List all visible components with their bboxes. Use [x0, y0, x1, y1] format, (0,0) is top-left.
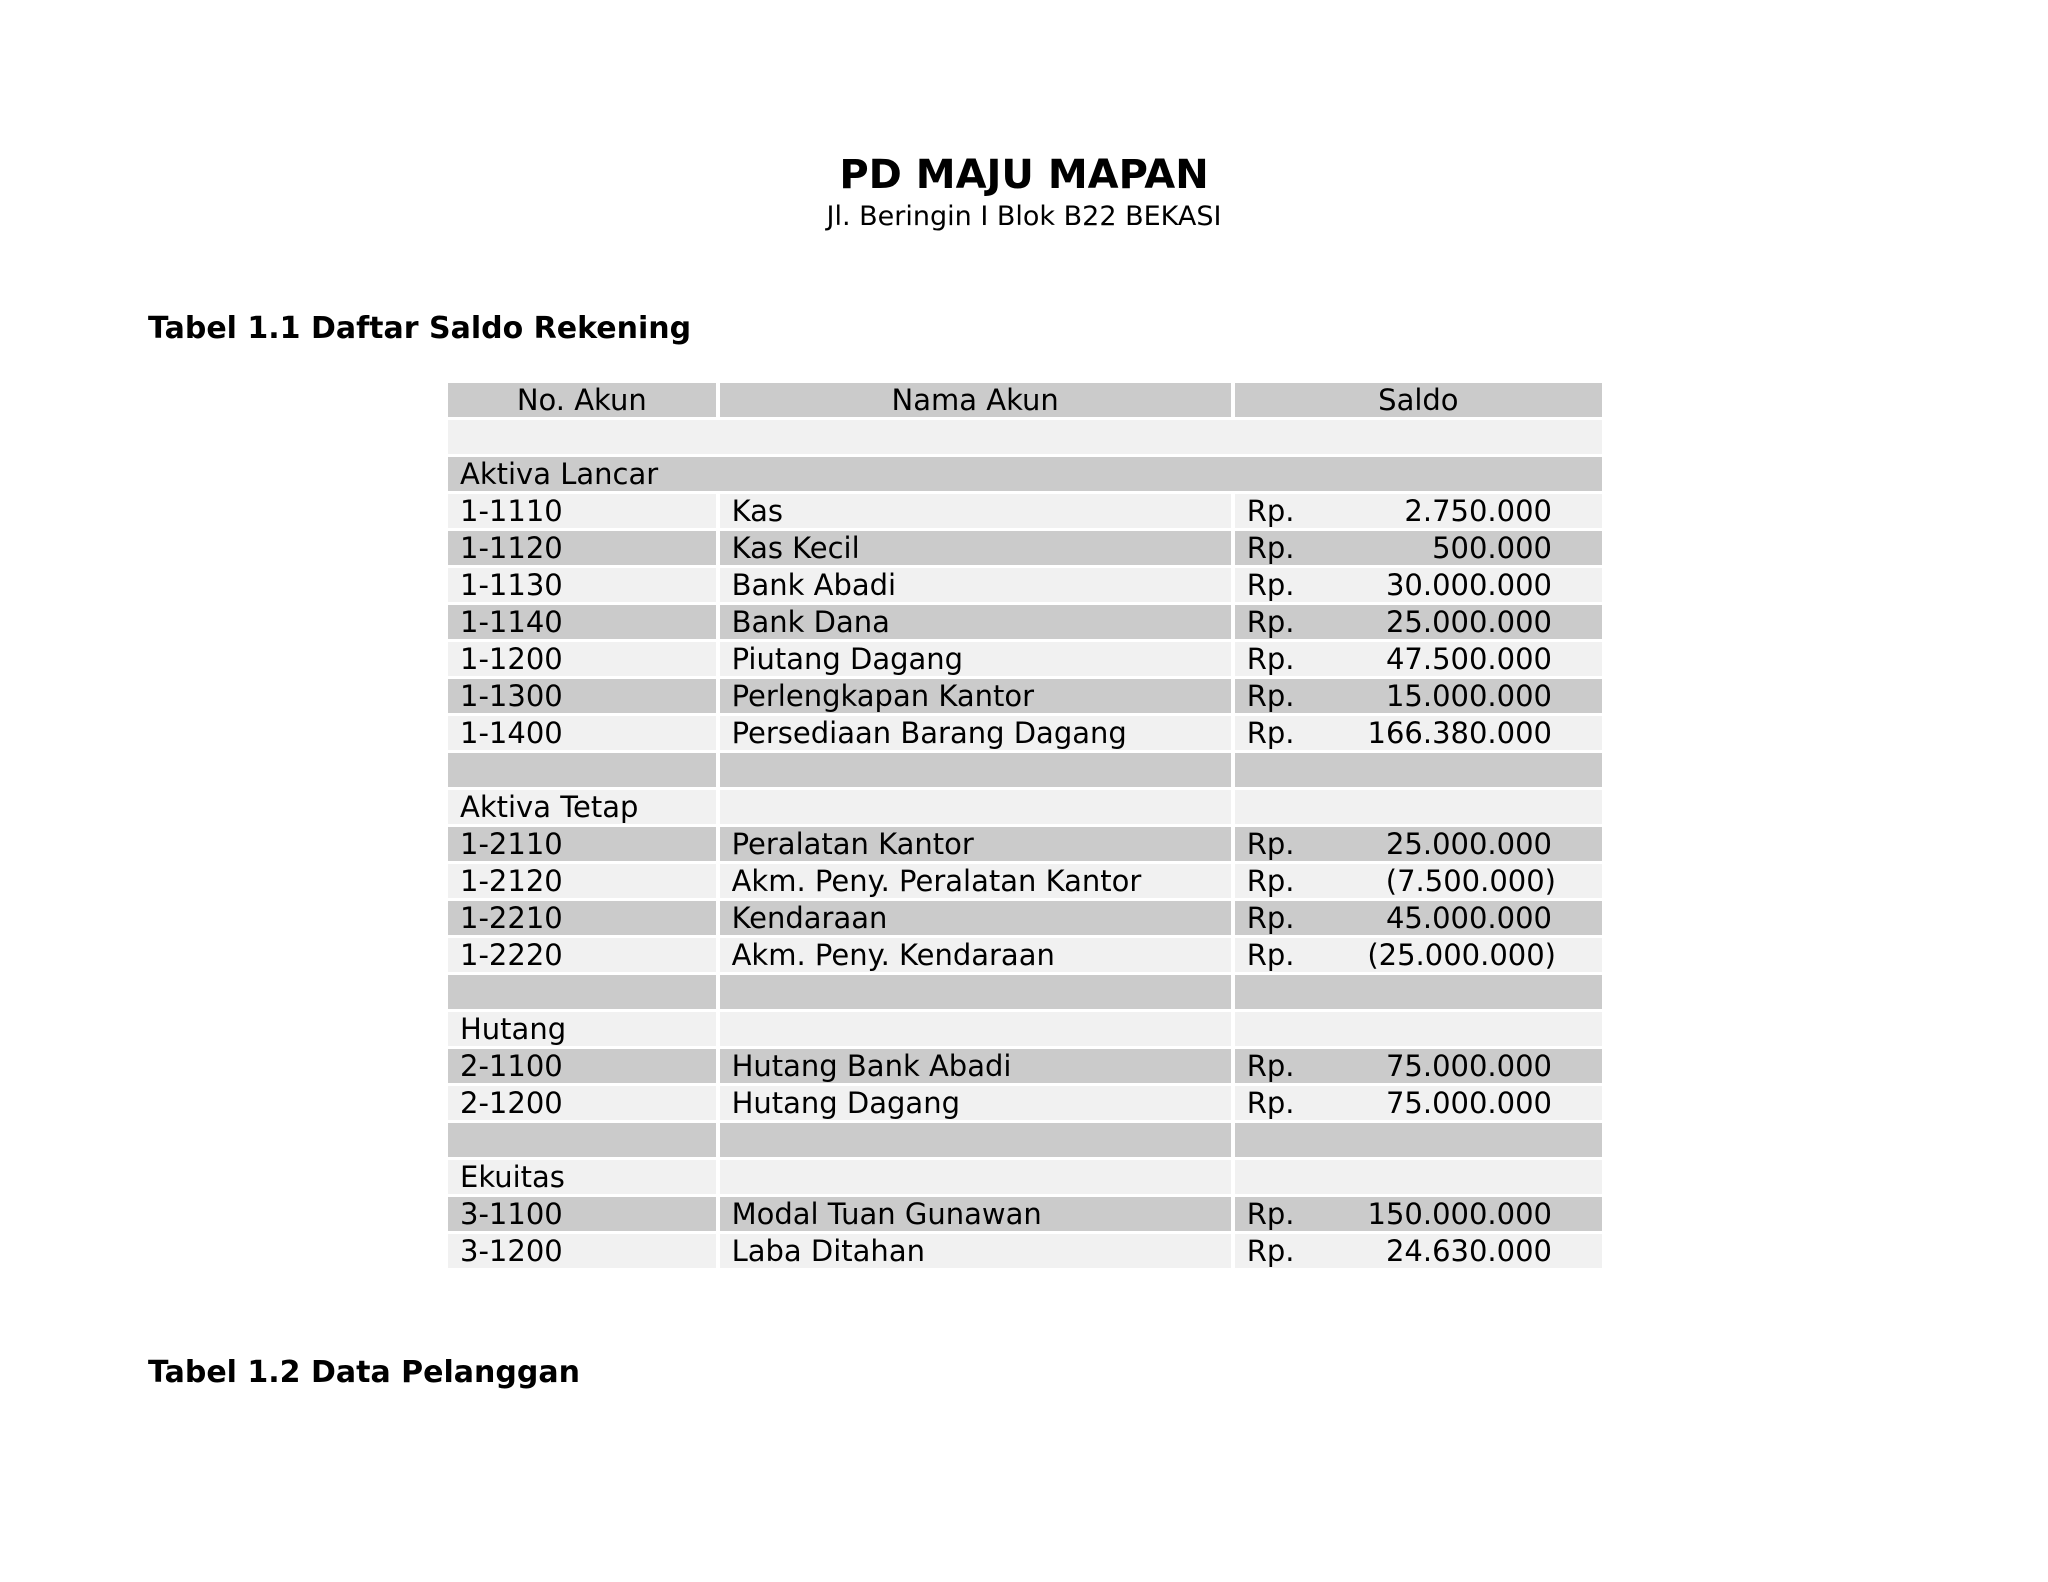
- account-number: 1-1200: [448, 642, 716, 679]
- currency-label: Rp.: [1246, 1049, 1295, 1083]
- amount: 75.000.000: [1385, 1049, 1552, 1083]
- spacer-row: [448, 420, 1602, 457]
- account-saldo: [1235, 679, 1602, 716]
- table-body: [448, 420, 1602, 1271]
- amount: 166.380.000: [1367, 716, 1552, 750]
- table-row: [448, 568, 1602, 605]
- section-label: Hutang: [448, 1012, 716, 1049]
- account-name: Persediaan Barang Dagang: [720, 716, 1231, 753]
- account-name: Bank Dana: [720, 605, 1231, 642]
- currency-label: Rp.: [1246, 1197, 1295, 1231]
- currency-label: Rp.: [1246, 494, 1295, 528]
- account-saldo: [1235, 605, 1602, 642]
- saldo-value: [1247, 605, 1590, 639]
- table-row: [448, 1234, 1602, 1271]
- currency-label: Rp.: [1246, 568, 1295, 602]
- amount: 30.000.000: [1385, 568, 1552, 602]
- account-name: Akm. Peny. Peralatan Kantor: [720, 864, 1231, 901]
- account-number: 1-2220: [448, 938, 716, 975]
- account-name: Piutang Dagang: [720, 642, 1231, 679]
- table-row: [448, 531, 1602, 568]
- table-row: [448, 864, 1602, 901]
- account-number: 1-2210: [448, 901, 716, 938]
- saldo-value: [1247, 864, 1590, 898]
- saldo-value: [1247, 827, 1590, 861]
- section-filler: [720, 1012, 1231, 1049]
- table-row: [448, 642, 1602, 679]
- account-number: 1-1130: [448, 568, 716, 605]
- company-address: Jl. Beringin I Blok B22 BEKASI: [826, 201, 1222, 232]
- account-name: Bank Abadi: [720, 568, 1231, 605]
- table-row: [448, 938, 1602, 975]
- saldo-value: [1247, 642, 1590, 676]
- saldo-value: [1247, 494, 1590, 528]
- section-label: Ekuitas: [448, 1160, 716, 1197]
- table-row: [448, 827, 1602, 864]
- currency-label: Rp.: [1246, 864, 1295, 898]
- account-number: 1-1400: [448, 716, 716, 753]
- account-number: 2-1100: [448, 1049, 716, 1086]
- currency-label: Rp.: [1246, 827, 1295, 861]
- saldo-value: [1247, 1234, 1590, 1268]
- spacer-cell: [448, 420, 1602, 457]
- table-row: [448, 1197, 1602, 1234]
- amount: 45.000.000: [1385, 901, 1552, 935]
- amount: 2.750.000: [1404, 494, 1552, 528]
- amount: 15.000.000: [1385, 679, 1552, 713]
- account-name: Laba Ditahan: [720, 1234, 1231, 1271]
- currency-label: Rp.: [1246, 938, 1295, 972]
- section-row: [448, 790, 1602, 827]
- currency-label: Rp.: [1246, 716, 1295, 750]
- spacer-row: [448, 1123, 1602, 1160]
- header-no-akun: No. Akun: [448, 383, 716, 420]
- amount: 150.000.000: [1367, 1197, 1552, 1231]
- saldo-value: [1247, 938, 1590, 972]
- account-saldo: [1235, 901, 1602, 938]
- spacer-cell: [448, 975, 716, 1012]
- amount: 500.000: [1432, 531, 1552, 565]
- spacer-cell: [448, 1123, 716, 1160]
- account-saldo: [1235, 1197, 1602, 1234]
- saldo-value: [1247, 1197, 1590, 1231]
- saldo-rekening-table: [444, 383, 1606, 1271]
- currency-label: Rp.: [1246, 605, 1295, 639]
- currency-label: Rp.: [1246, 679, 1295, 713]
- currency-label: Rp.: [1246, 642, 1295, 676]
- account-name: Perlengkapan Kantor: [720, 679, 1231, 716]
- spacer-row: [448, 975, 1602, 1012]
- amount: (7.500.000): [1385, 864, 1556, 898]
- account-saldo: [1235, 1086, 1602, 1123]
- header-nama-akun: Nama Akun: [720, 383, 1231, 420]
- spacer-cell: [720, 1123, 1231, 1160]
- section-label: Aktiva Lancar: [448, 457, 1602, 494]
- account-number: 2-1200: [448, 1086, 716, 1123]
- saldo-value: [1247, 531, 1590, 565]
- account-name: Kas Kecil: [720, 531, 1231, 568]
- account-number: 3-1100: [448, 1197, 716, 1234]
- table-row: [448, 1086, 1602, 1123]
- account-saldo: [1235, 642, 1602, 679]
- spacer-cell: [720, 975, 1231, 1012]
- amount: 75.000.000: [1385, 1086, 1552, 1120]
- currency-label: Rp.: [1246, 1086, 1295, 1120]
- spacer-row: [448, 753, 1602, 790]
- currency-label: Rp.: [1246, 1234, 1295, 1268]
- amount: 47.500.000: [1385, 642, 1552, 676]
- table-row: [448, 494, 1602, 531]
- account-saldo: [1235, 938, 1602, 975]
- header-saldo: Saldo: [1235, 383, 1602, 420]
- account-number: 3-1200: [448, 1234, 716, 1271]
- account-number: 1-1140: [448, 605, 716, 642]
- account-name: Akm. Peny. Kendaraan: [720, 938, 1231, 975]
- account-name: Hutang Dagang: [720, 1086, 1231, 1123]
- spacer-cell: [1235, 753, 1602, 790]
- spacer-cell: [720, 753, 1231, 790]
- account-number: 1-2110: [448, 827, 716, 864]
- account-number: 1-1120: [448, 531, 716, 568]
- account-number: 1-1300: [448, 679, 716, 716]
- amount: 25.000.000: [1385, 605, 1552, 639]
- section-filler: [1235, 1160, 1602, 1197]
- amount: 24.630.000: [1385, 1234, 1552, 1268]
- account-name: Kas: [720, 494, 1231, 531]
- table-header-row: [448, 383, 1602, 420]
- account-saldo: [1235, 864, 1602, 901]
- account-saldo: [1235, 716, 1602, 753]
- account-saldo: [1235, 827, 1602, 864]
- spacer-cell: [1235, 1123, 1602, 1160]
- account-saldo: [1235, 1049, 1602, 1086]
- table-caption-data-pelanggan: Tabel 1.2 Data Pelanggan: [148, 1355, 580, 1390]
- currency-label: Rp.: [1246, 531, 1295, 565]
- saldo-value: [1247, 901, 1590, 935]
- table-row: [448, 901, 1602, 938]
- account-name: Peralatan Kantor: [720, 827, 1231, 864]
- section-filler: [1235, 1012, 1602, 1049]
- section-filler: [720, 1160, 1231, 1197]
- section-row: [448, 1012, 1602, 1049]
- company-name: PD MAJU MAPAN: [839, 152, 1209, 198]
- account-saldo: [1235, 494, 1602, 531]
- section-row: [448, 1160, 1602, 1197]
- account-saldo: [1235, 568, 1602, 605]
- saldo-value: [1247, 679, 1590, 713]
- table-row: [448, 605, 1602, 642]
- account-saldo: [1235, 1234, 1602, 1271]
- table-caption-saldo-rekening: Tabel 1.1 Daftar Saldo Rekening: [148, 311, 692, 346]
- section-filler: [720, 790, 1231, 827]
- amount: 25.000.000: [1385, 827, 1552, 861]
- saldo-value: [1247, 1086, 1590, 1120]
- account-saldo: [1235, 531, 1602, 568]
- account-number: 1-2120: [448, 864, 716, 901]
- saldo-value: [1247, 716, 1590, 750]
- section-label: Aktiva Tetap: [448, 790, 716, 827]
- section-row: [448, 457, 1602, 494]
- table-row: [448, 1049, 1602, 1086]
- account-name: Kendaraan: [720, 901, 1231, 938]
- table-row: [448, 679, 1602, 716]
- spacer-cell: [448, 753, 716, 790]
- amount: (25.000.000): [1367, 938, 1556, 972]
- account-number: 1-1110: [448, 494, 716, 531]
- section-filler: [1235, 790, 1602, 827]
- saldo-value: [1247, 568, 1590, 602]
- table-row: [448, 716, 1602, 753]
- account-name: Modal Tuan Gunawan: [720, 1197, 1231, 1234]
- account-name: Hutang Bank Abadi: [720, 1049, 1231, 1086]
- spacer-cell: [1235, 975, 1602, 1012]
- saldo-value: [1247, 1049, 1590, 1083]
- currency-label: Rp.: [1246, 901, 1295, 935]
